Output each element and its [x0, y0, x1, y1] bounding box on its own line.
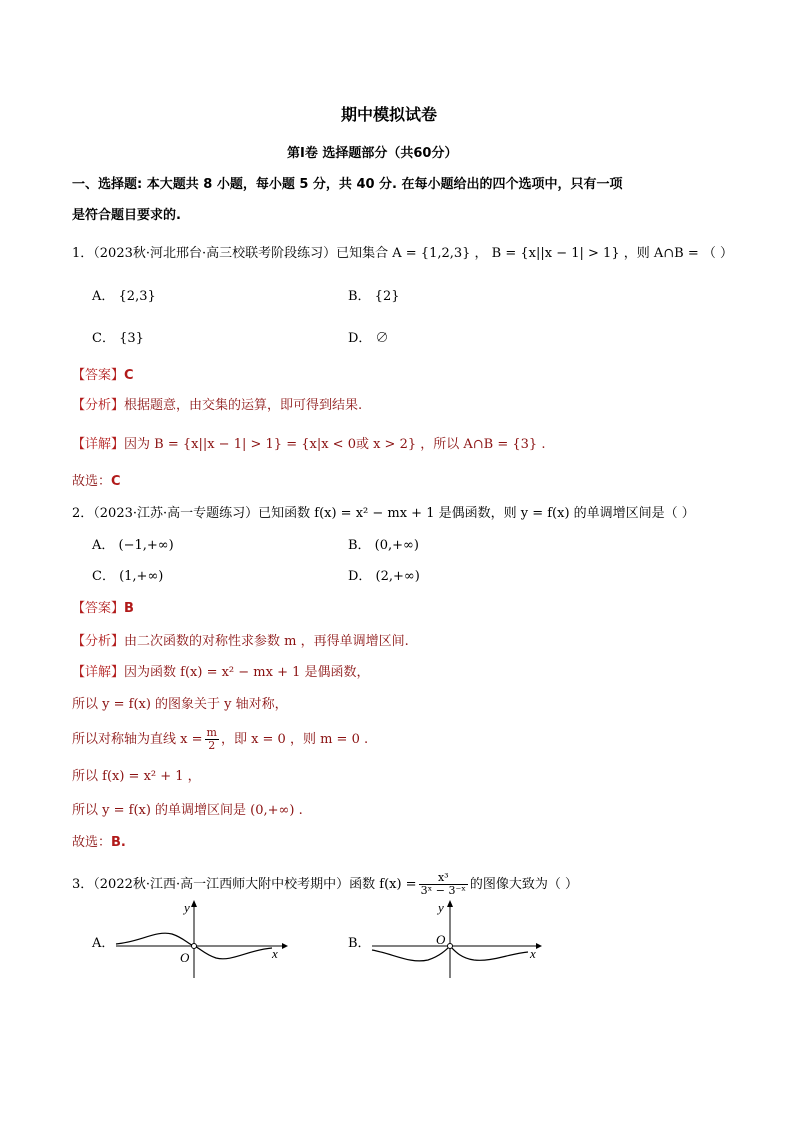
instruction-line-2: 是符合题目要求的. — [72, 208, 181, 223]
q2-choose — [72, 834, 126, 852]
q1-answer — [72, 367, 134, 385]
answer-value: C — [124, 368, 134, 383]
q2-stem: 2．（2023·江苏·高一专题练习）已知函数 f(x) = x² − mx + 1 是偶函数，则 y = f(x) 的单调增区间是（ ） — [72, 506, 695, 521]
q2-step-3: 所以 f(x) = x² + 1 ， — [72, 769, 201, 784]
answer-label: 【答案】 — [72, 601, 125, 616]
detail-label: 【详解】 — [72, 437, 125, 452]
fraction-m-over-2 — [205, 727, 219, 752]
q1-option-d: D． ∅ — [348, 331, 389, 346]
answer-value: B — [124, 601, 134, 616]
choose-label: 故选： — [72, 474, 112, 489]
q3-fraction-denominator: 3ˣ − 3⁻ˣ — [420, 884, 466, 897]
q3-stem-a: 3．（2022秋·江西·高一江西师大附中校考期中）函数 f(x) = — [72, 877, 417, 892]
graph-b-origin: O — [436, 932, 446, 947]
analysis-label: 【分析】 — [72, 398, 125, 413]
q2-option-c: C． (1,+∞) — [92, 569, 164, 584]
graph-a-y-label: y — [184, 900, 190, 915]
graph-a-x-label: x — [272, 946, 278, 961]
q1-option-a: A． {2,3} — [92, 289, 156, 304]
answer-label: 【答案】 — [72, 368, 125, 383]
q3-graph-a — [112, 898, 292, 982]
q1-stem: 1．（2023秋·河北邢台·高三校联考阶段练习）已知集合 A = {1,2,3} ， B = {x||x − 1| > 1} ，则 A∩B = （ ） — [72, 246, 733, 261]
q3-fraction-numerator: x³ — [419, 872, 468, 885]
q1-choose — [72, 473, 121, 491]
q2-option-b: B． (0,+∞) — [348, 538, 419, 553]
detail-text: 因为函数 f(x) = x² − mx + 1 是偶函数， — [124, 665, 370, 680]
q2-analysis — [72, 633, 409, 651]
step2-text-b: ，即 x = 0 ，则 m = 0 . — [220, 732, 369, 747]
fraction-denominator: 2 — [208, 739, 216, 752]
graph-b-y-label: y — [438, 900, 444, 915]
q2-step-2 — [72, 727, 368, 752]
q1-analysis — [72, 397, 362, 415]
q3-stem — [72, 872, 578, 897]
detail-label: 【详解】 — [72, 665, 125, 680]
q2-option-d: D． (2,+∞) — [348, 569, 420, 584]
q2-answer — [72, 600, 134, 618]
q3-fraction — [419, 872, 468, 897]
choose-label: 故选： — [72, 835, 112, 850]
analysis-label: 【分析】 — [72, 634, 125, 649]
fraction-numerator: m — [206, 726, 217, 739]
doc-title: 期中模拟试卷 — [341, 105, 438, 124]
analysis-text: 由二次函数的对称性求参数 m ，再得单调增区间. — [124, 634, 409, 649]
q3-option-b-label: B． — [348, 936, 371, 951]
step2-text-a: 所以对称轴为直线 x = — [72, 732, 203, 747]
section-heading: 第Ⅰ卷 选择题部分（共60分） — [287, 146, 458, 161]
q2-step-1: 所以 y = f(x) 的图象关于 y 轴对称， — [72, 697, 288, 712]
analysis-text: 根据题意，由交集的运算，即可得到结果. — [124, 398, 363, 413]
graph-b-x-label: x — [530, 946, 536, 961]
q1-detail — [72, 436, 545, 454]
q2-detail — [72, 664, 370, 682]
q2-option-a: A． (−1,+∞) — [92, 538, 174, 553]
choose-value: B. — [111, 835, 126, 850]
q2-step-4: 所以 y = f(x) 的单调增区间是 (0,+∞) . — [72, 803, 303, 818]
q1-option-c: C． {3} — [92, 331, 144, 346]
q3-graph-b — [368, 898, 548, 982]
q3-option-a-label: A． — [92, 936, 115, 951]
graph-a-origin: O — [180, 950, 190, 965]
choose-value: C — [111, 474, 121, 489]
q3-stem-b: 的图像大致为（ ） — [469, 877, 579, 892]
q1-option-b: B． {2} — [348, 289, 400, 304]
instruction-line-1: 一、选择题: 本大题共 8 小题，每小题 5 分，共 40 分. 在每小题给出的四个选项中，只有一项 — [72, 177, 623, 192]
detail-text: 因为 B = {x||x − 1| > 1} = {x|x < 0或 x > 2} ，所以 A∩B = {3} . — [124, 437, 546, 452]
